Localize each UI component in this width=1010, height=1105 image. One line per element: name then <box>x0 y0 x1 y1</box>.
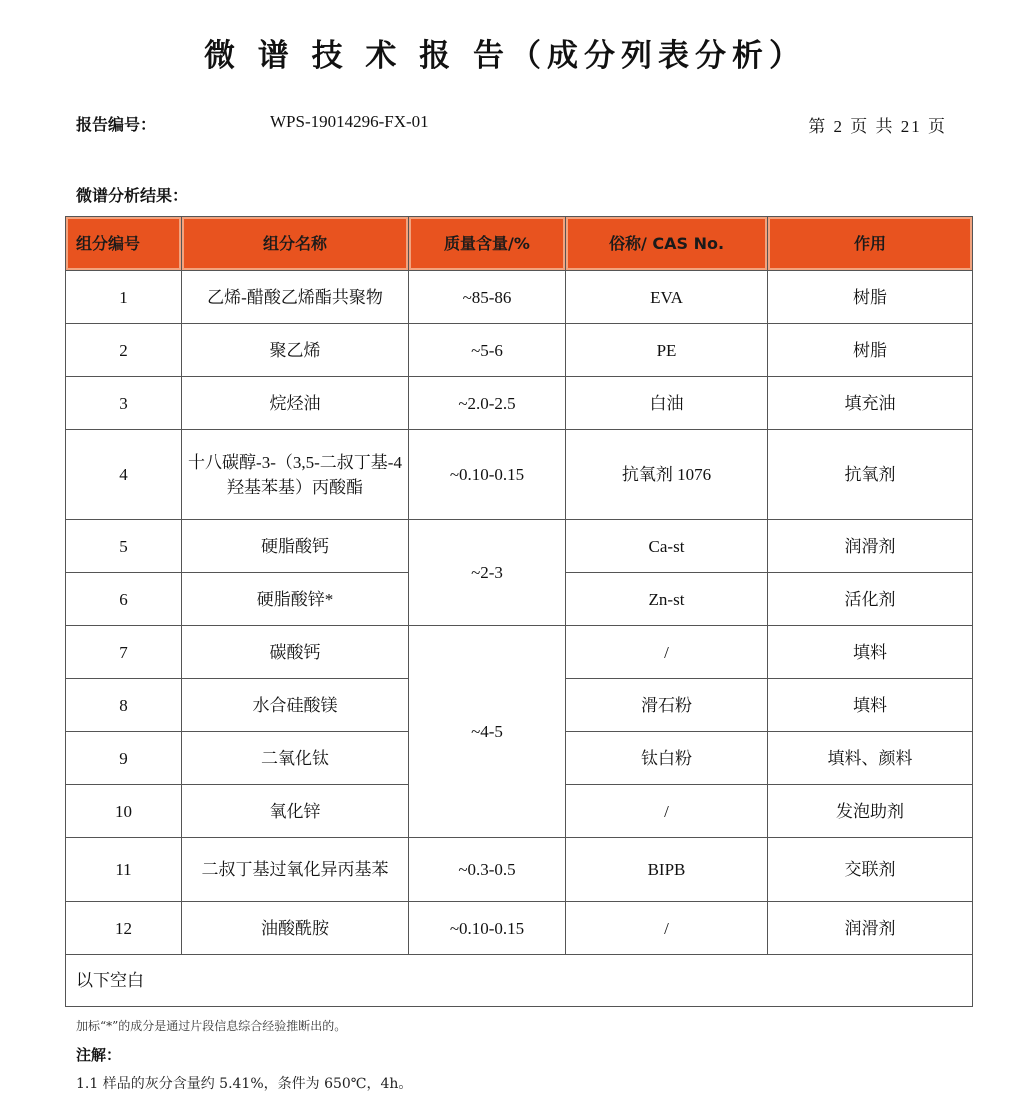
notes-label: 注解： <box>76 1046 122 1064</box>
cell-no: 3 <box>66 377 182 430</box>
cell-content: ~0.10-0.15 <box>409 902 566 955</box>
cell-cas: BIPB <box>566 838 768 902</box>
cell-cas: EVA <box>566 271 768 324</box>
cell-name: 硬脂酸钙 <box>182 520 409 573</box>
column-header-cas: 俗称/ CAS No. <box>566 217 768 271</box>
cell-cas: 抗氧剂 1076 <box>566 430 768 520</box>
cell-content: ~0.10-0.15 <box>409 430 566 520</box>
table-row <box>66 838 973 902</box>
table-row <box>66 520 973 573</box>
cell-role: 填料 <box>768 626 973 679</box>
cell-role: 填料 <box>768 679 973 732</box>
footnote: 加标“*”的成分是通过片段信息综合经验推断出的。 <box>76 1019 347 1033</box>
cell-name: 乙烯-醋酸乙烯酯共聚物 <box>182 271 409 324</box>
cell-name: 烷烃油 <box>182 377 409 430</box>
cell-cas: 白油 <box>566 377 768 430</box>
cell-content-merged: ~2-3 <box>409 520 566 626</box>
column-header-name: 组分名称 <box>182 217 409 271</box>
report-number: WPS-19014296-FX-01 <box>270 112 429 131</box>
column-header-no: 组分编号 <box>66 217 182 271</box>
report-number-label: 报告编号： <box>76 115 157 134</box>
cell-name: 氧化锌 <box>182 785 409 838</box>
cell-name: 硬脂酸锌* <box>182 573 409 626</box>
cell-content: ~5-6 <box>409 324 566 377</box>
column-header-content: 质量含量/% <box>409 217 566 271</box>
cell-no: 12 <box>66 902 182 955</box>
blank-note: 以下空白 <box>66 955 973 1007</box>
note-item: 1.1 样品的灰分含量约 5.41%，条件为 650℃，4h。 <box>76 1076 413 1092</box>
cell-role: 填料、颜料 <box>768 732 973 785</box>
cell-name: 聚乙烯 <box>182 324 409 377</box>
table-row <box>66 902 973 955</box>
cell-no: 1 <box>66 271 182 324</box>
cell-role: 交联剂 <box>768 838 973 902</box>
cell-no: 5 <box>66 520 182 573</box>
column-header-role: 作用 <box>768 217 973 271</box>
cell-no: 11 <box>66 838 182 902</box>
cell-no: 7 <box>66 626 182 679</box>
cell-cas: Ca-st <box>566 520 768 573</box>
cell-name: 十八碳醇-3-（3,5-二叔丁基-4 羟基苯基）丙酸酯 <box>182 430 409 520</box>
table-row <box>66 377 973 430</box>
cell-role: 抗氧剂 <box>768 430 973 520</box>
cell-cas: / <box>566 626 768 679</box>
cell-cas: / <box>566 902 768 955</box>
cell-cas: / <box>566 785 768 838</box>
table-row <box>66 324 973 377</box>
cell-content-merged: ~4-5 <box>409 626 566 838</box>
table-row <box>66 626 973 679</box>
table-header-row <box>66 217 973 271</box>
cell-role: 润滑剂 <box>768 520 973 573</box>
cell-cas: 钛白粉 <box>566 732 768 785</box>
cell-name: 油酸酰胺 <box>182 902 409 955</box>
cell-role: 填充油 <box>768 377 973 430</box>
cell-cas: 滑石粉 <box>566 679 768 732</box>
cell-role: 树脂 <box>768 324 973 377</box>
cell-content: ~85-86 <box>409 271 566 324</box>
cell-content: ~2.0-2.5 <box>409 377 566 430</box>
table-row <box>66 271 973 324</box>
cell-name: 碳酸钙 <box>182 626 409 679</box>
cell-name: 二氧化钛 <box>182 732 409 785</box>
table-row <box>66 430 973 520</box>
cell-role: 润滑剂 <box>768 902 973 955</box>
page-info: 第 2 页 共 21 页 <box>808 117 947 136</box>
cell-cas: Zn-st <box>566 573 768 626</box>
cell-role: 活化剂 <box>768 573 973 626</box>
cell-no: 10 <box>66 785 182 838</box>
cell-name: 水合硅酸镁 <box>182 679 409 732</box>
cell-role: 树脂 <box>768 271 973 324</box>
cell-cas: PE <box>566 324 768 377</box>
table-blank-row <box>66 955 973 1007</box>
cell-no: 6 <box>66 573 182 626</box>
cell-no: 4 <box>66 430 182 520</box>
cell-no: 9 <box>66 732 182 785</box>
cell-no: 8 <box>66 679 182 732</box>
cell-no: 2 <box>66 324 182 377</box>
cell-name: 二叔丁基过氧化异丙基苯 <box>182 838 409 902</box>
report-title: 微 谱 技 术 报 告（成分列表分析） <box>204 38 806 74</box>
cell-role: 发泡助剂 <box>768 785 973 838</box>
composition-table <box>65 216 973 1007</box>
section-title: 微谱分析结果： <box>76 186 189 205</box>
cell-content: ~0.3-0.5 <box>409 838 566 902</box>
